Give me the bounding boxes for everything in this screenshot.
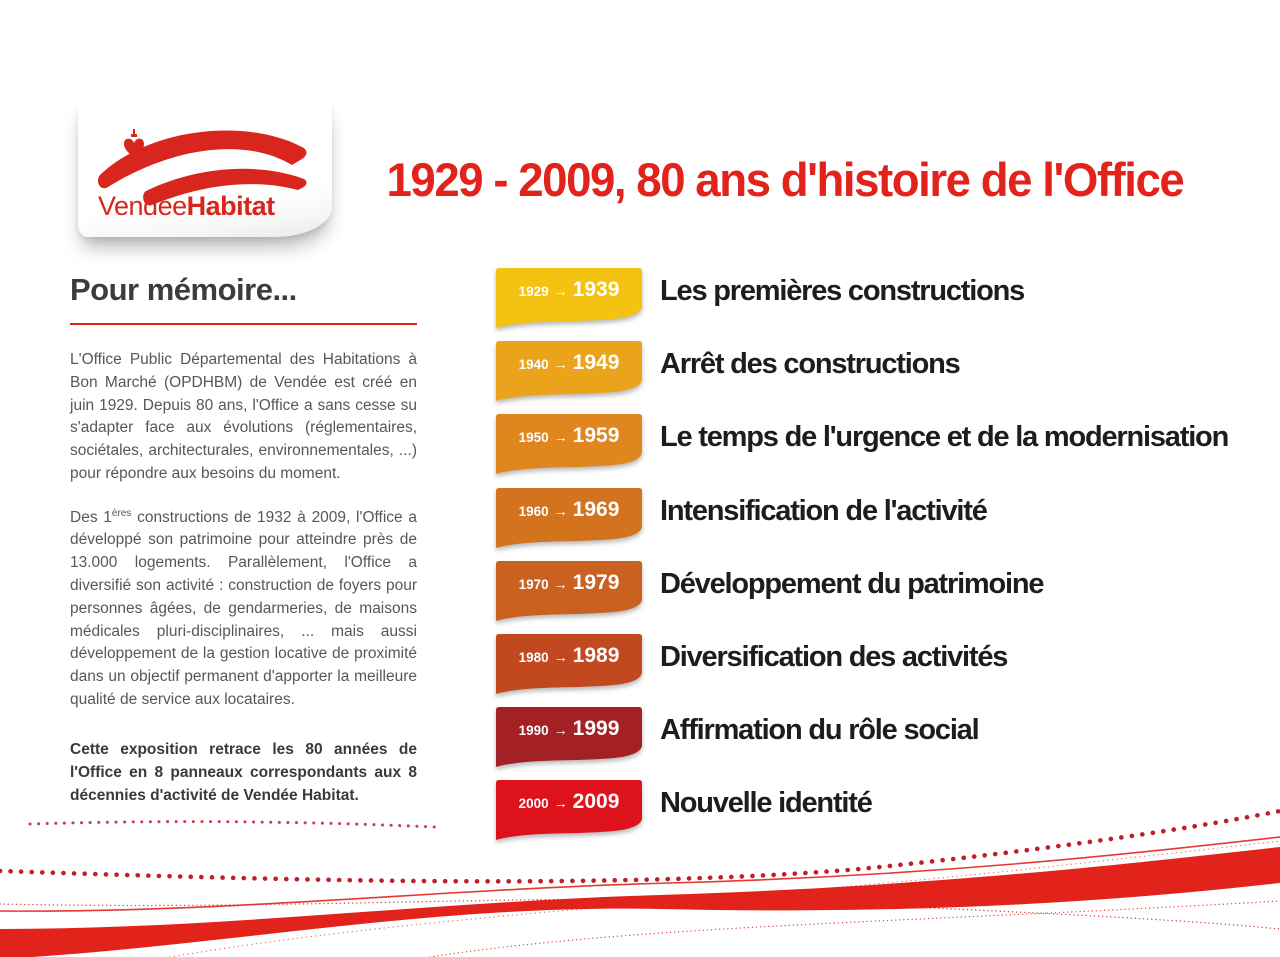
timeline-row-1950-1959	[496, 414, 1256, 487]
arrow-icon: →	[553, 283, 568, 299]
heading-underline	[70, 323, 417, 325]
memo-paragraph-2-start: Des 1	[70, 508, 112, 526]
timeline	[496, 268, 1256, 854]
timeline-row-1980-1989	[496, 634, 1256, 707]
timeline-row-1960-1969	[496, 488, 1256, 561]
badge-years	[496, 707, 642, 751]
timeline-label: Développement du patrimoine	[660, 567, 1044, 600]
timeline-label: Intensification de l'activité	[660, 494, 987, 527]
arrow-icon: →	[553, 648, 568, 665]
badge-years	[496, 414, 642, 458]
timeline-label: Diversification des activités	[660, 640, 1008, 673]
year-end: 1999	[572, 717, 620, 741]
year-end: 1959	[572, 424, 620, 448]
page-title: 1929 - 2009, 80 ans d'histoire de l'Office	[386, 153, 1184, 206]
decade-badge-1960-1969	[496, 488, 642, 548]
memo-paragraph-1: L'Office Public Départemental des Habitations à Bon Marché (OPDHBM) de Vendée est créé en juin 1929. Depuis 80 ans, l'Office a sans cesse su s'adapter face aux évolutions (réglementaires, sociétales, architecturales, environnementales, ...) pour répondre aux besoins du moment.	[70, 351, 417, 482]
arrow-icon: →	[553, 356, 568, 373]
memo-paragraph-2-sup: ères	[111, 507, 132, 519]
arrow-icon: →	[553, 722, 568, 739]
logo-word-habitat: Habitat	[186, 191, 275, 221]
vendee-habitat-logo-card	[78, 103, 332, 237]
badge-years	[496, 561, 642, 605]
decade-badge-1940-1949	[496, 341, 642, 401]
year-start: 1980	[518, 649, 549, 665]
timeline-label: Affirmation du rôle social	[660, 714, 979, 747]
timeline-label: Les premières constructions	[660, 275, 1025, 307]
timeline-label: Le temps de l'urgence et de la modernisation	[660, 421, 1229, 454]
arrow-icon: →	[553, 795, 568, 812]
arrow-icon: →	[553, 575, 568, 592]
decade-badge-1980-1989	[496, 634, 642, 694]
bottom-wave-decoration	[0, 807, 1280, 957]
badge-years	[496, 268, 642, 312]
year-end: 1969	[572, 497, 620, 521]
year-start: 1940	[518, 357, 549, 373]
memo-paragraph-2-rest: constructions de 1932 à 2009, l'Office a développé son patrimoine pour atteindre près de 13.000 logements. Parallèlement, l'Office a diversifié son activité : construction de foyers pour personnes âgées, de gendarmeries, de maisons médicales pluri-disciplinaires, ... mais aussi développement de la gestion locative de proximité dans un objectif permanent d'apporter la meilleure qualité de service aux locataires.	[70, 508, 417, 708]
decade-badge-1929-1939	[496, 268, 642, 328]
badge-years	[496, 488, 642, 532]
arrow-icon: →	[553, 429, 568, 446]
timeline-row-1929-1939	[496, 268, 1256, 341]
arrow-icon: →	[553, 502, 568, 519]
memo-heading: Pour mémoire...	[70, 272, 297, 307]
memo-paragraph-2	[70, 507, 417, 712]
year-start: 1960	[518, 503, 549, 519]
year-end: 1979	[572, 570, 620, 594]
decade-badge-1950-1959	[496, 414, 642, 474]
timeline-row-1970-1979	[496, 561, 1256, 634]
memo-panel	[70, 272, 417, 828]
badge-years	[496, 634, 642, 678]
badge-years	[496, 341, 642, 385]
timeline-row-1940-1949	[496, 341, 1256, 414]
year-start: 1970	[518, 576, 549, 592]
logo-wordmark	[98, 191, 275, 222]
year-end: 1949	[572, 351, 620, 375]
year-end: 1989	[572, 643, 620, 667]
year-end: 1939	[572, 278, 620, 301]
timeline-row-1990-1999	[496, 707, 1256, 780]
year-start: 1990	[518, 723, 549, 739]
memo-paragraph-3: Cette exposition retrace les 80 années de l'Office en 8 panneaux correspondants aux 8 décennies d'activité de Vendée Habitat.	[70, 740, 417, 805]
logo-word-vendee: Vendée	[98, 191, 187, 221]
year-start: 1929	[518, 284, 549, 299]
year-end: 2009	[572, 790, 620, 814]
year-start: 2000	[518, 796, 549, 812]
year-start: 1950	[518, 430, 549, 446]
decade-badge-1970-1979	[496, 561, 642, 621]
decade-badge-1990-1999	[496, 707, 642, 767]
timeline-label: Nouvelle identité	[660, 787, 872, 820]
timeline-label: Arrêt des constructions	[660, 348, 960, 381]
